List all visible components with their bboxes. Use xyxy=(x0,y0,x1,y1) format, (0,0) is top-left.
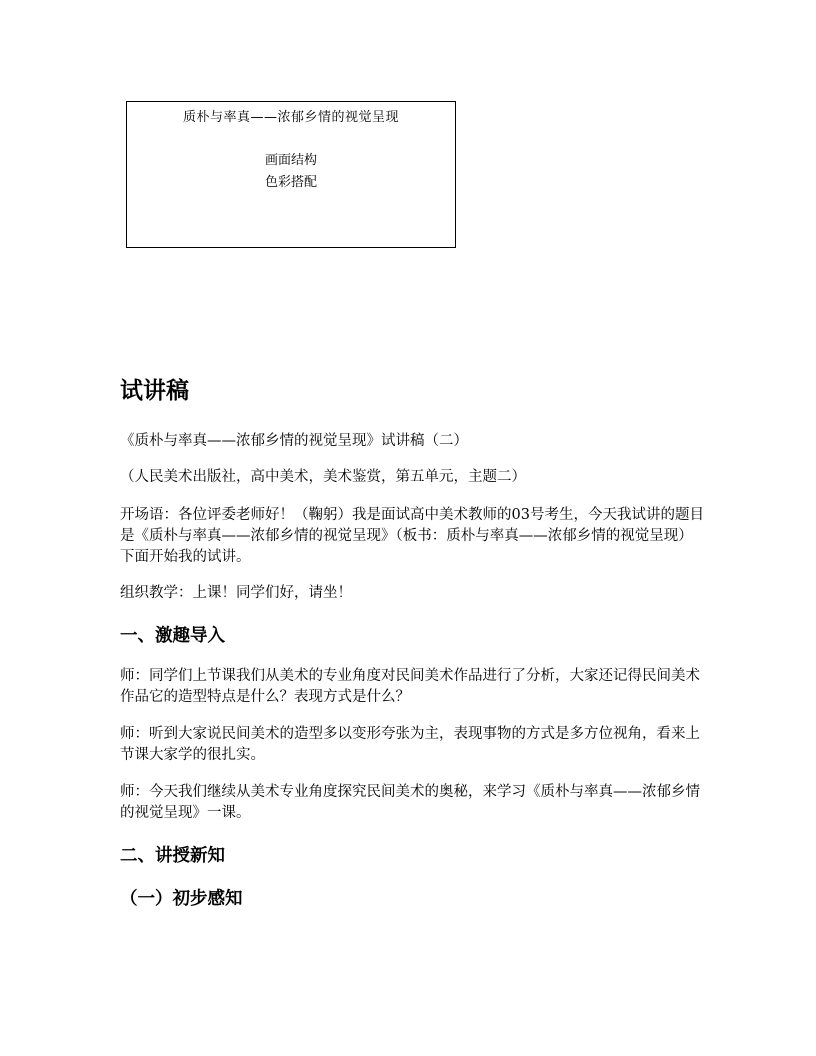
teacher-paragraph: 师：听到大家说民间美术的造型多以变形夸张为主，表现事物的方式是多方位视角，看来上节课大家学的很扎实。 xyxy=(120,726,700,763)
blackboard-item-structure: 画面结构 xyxy=(264,153,317,168)
class-organization: 组织教学：上课！同学们好，请坐！ xyxy=(120,585,352,601)
document-title: 试讲稿 xyxy=(120,378,189,404)
blackboard-title: 质朴与率真——浓郁乡情的视觉呈现 xyxy=(182,110,399,125)
lecture-subtitle: 《质朴与率真——浓郁乡情的视觉呈现》试讲稿（二） xyxy=(120,433,468,449)
blackboard-plan xyxy=(126,101,456,248)
teacher-paragraph: 师：今天我们继续从美术专业角度探究民间美术的奥秘，来学习《质朴与率真——浓郁乡情的视觉呈现》一课。 xyxy=(120,784,700,821)
publication-info: （人民美术出版社，高中美术，美术鉴赏，第五单元，主题二） xyxy=(120,469,526,485)
subsection-heading-perception: （一）初步感知 xyxy=(120,889,243,909)
teacher-paragraph: 师：同学们上节课我们从美术的专业角度对民间美术作品进行了分析，大家还记得民间美术作品它的造型特点是什么？表现方式是什么？ xyxy=(120,668,700,705)
opening-remarks: 开场语：各位评委老师好！（鞠躬）我是面试高中美术教师的03号考生，今天我试讲的题目是《质朴与率真——浓郁乡情的视觉呈现》（板书：质朴与率真——浓郁乡情的视觉呈现）下面开始我的试讲。 xyxy=(120,507,704,565)
section-heading-intro: 一、激趣导入 xyxy=(120,626,225,646)
blackboard-item-color: 色彩搭配 xyxy=(264,175,317,190)
section-heading-new-knowledge: 二、讲授新知 xyxy=(120,846,225,866)
